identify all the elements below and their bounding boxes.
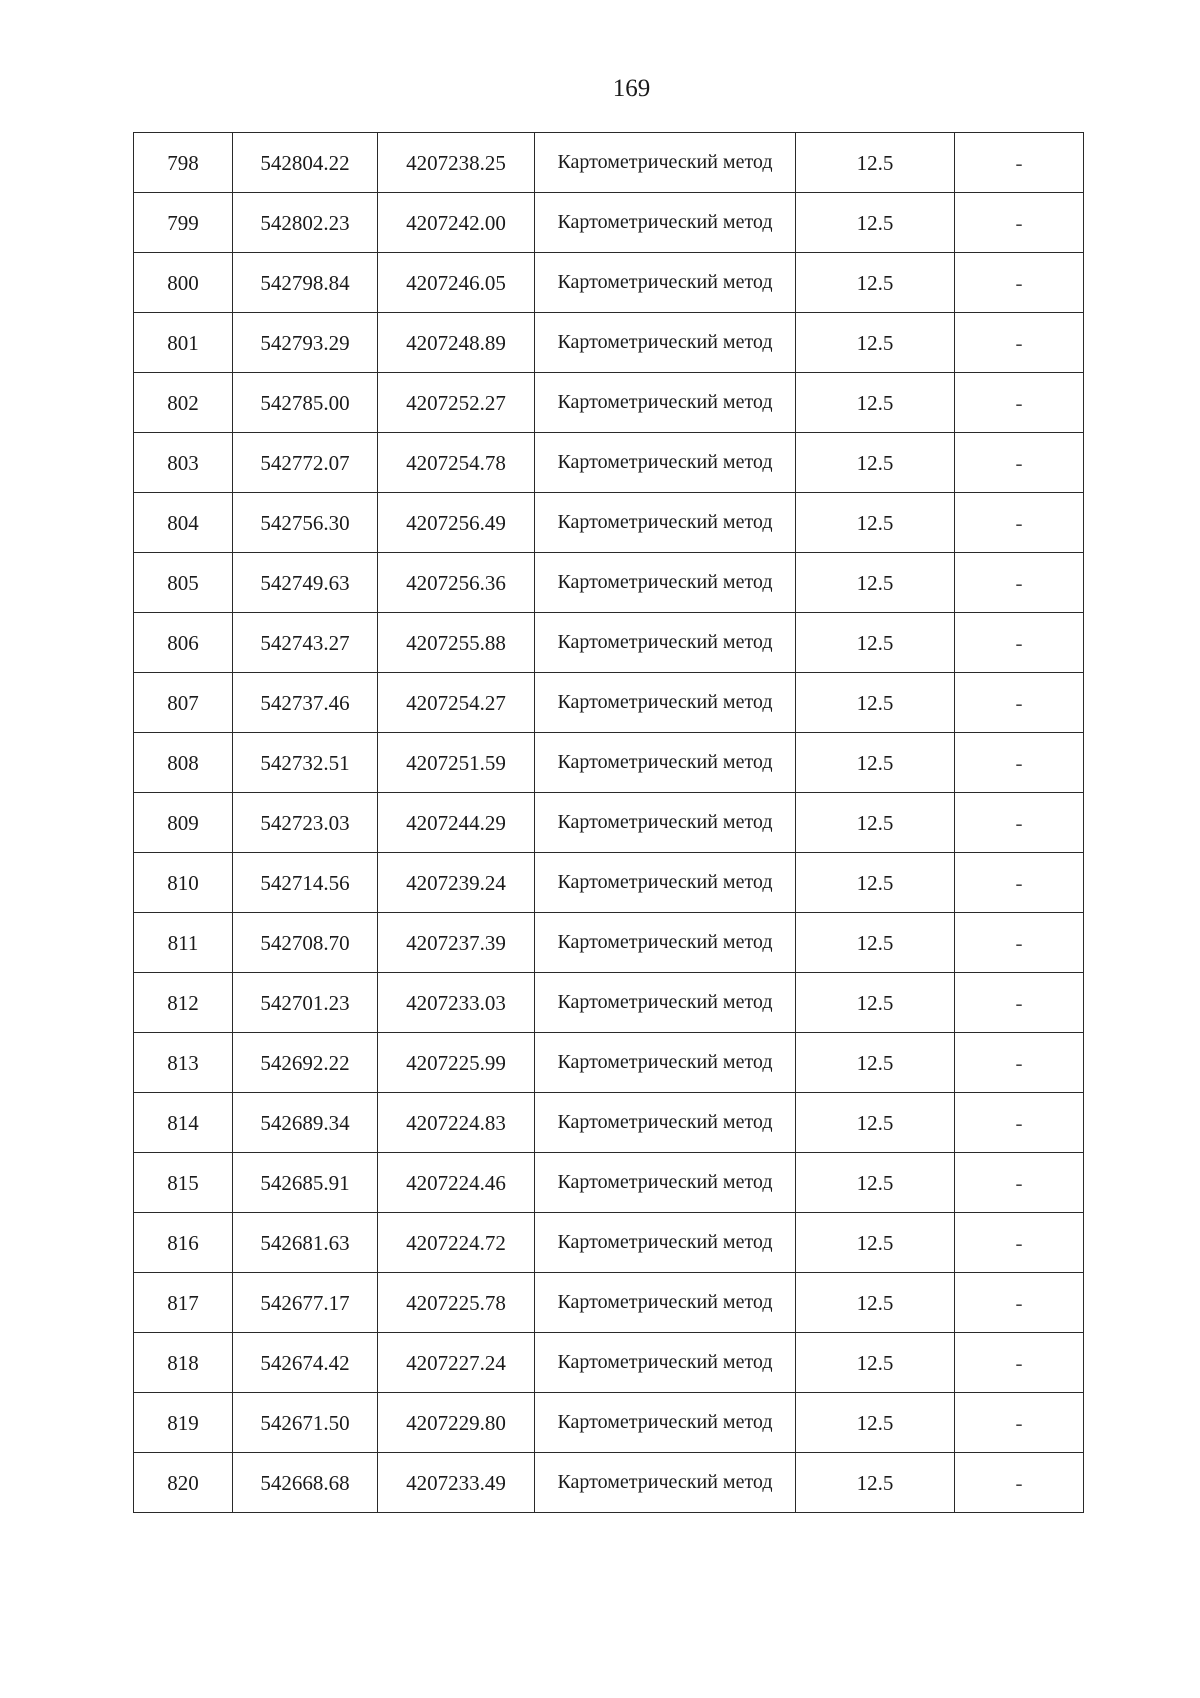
point-number-cell: 804 xyxy=(134,493,233,553)
point-number-cell: 805 xyxy=(134,553,233,613)
note-cell: - xyxy=(955,313,1084,373)
x-coordinate-cell: 542668.68 xyxy=(233,1453,378,1513)
note-cell: - xyxy=(955,733,1084,793)
method-cell: Картометрический метод xyxy=(535,793,796,853)
coordinates-table xyxy=(133,132,1084,1513)
y-coordinate-cell: 4207239.24 xyxy=(378,853,535,913)
x-coordinate-cell: 542689.34 xyxy=(233,1093,378,1153)
x-coordinate-cell: 542708.70 xyxy=(233,913,378,973)
y-coordinate-cell: 4207254.78 xyxy=(378,433,535,493)
y-coordinate-cell: 4207252.27 xyxy=(378,373,535,433)
accuracy-cell: 12.5 xyxy=(796,553,955,613)
point-number-cell: 818 xyxy=(134,1333,233,1393)
x-coordinate-cell: 542677.17 xyxy=(233,1273,378,1333)
note-cell: - xyxy=(955,1153,1084,1213)
method-cell: Картометрический метод xyxy=(535,553,796,613)
point-number-cell: 801 xyxy=(134,313,233,373)
coordinates-table-body xyxy=(134,133,1084,1513)
y-coordinate-cell: 4207224.72 xyxy=(378,1213,535,1273)
point-number-cell: 815 xyxy=(134,1153,233,1213)
table-row xyxy=(134,553,1084,613)
method-cell: Картометрический метод xyxy=(535,373,796,433)
method-cell: Картометрический метод xyxy=(535,253,796,313)
method-cell: Картометрический метод xyxy=(535,733,796,793)
table-row xyxy=(134,1033,1084,1093)
accuracy-cell: 12.5 xyxy=(796,1033,955,1093)
accuracy-cell: 12.5 xyxy=(796,433,955,493)
table-row xyxy=(134,313,1084,373)
point-number-cell: 816 xyxy=(134,1213,233,1273)
y-coordinate-cell: 4207254.27 xyxy=(378,673,535,733)
y-coordinate-cell: 4207229.80 xyxy=(378,1393,535,1453)
x-coordinate-cell: 542793.29 xyxy=(233,313,378,373)
x-coordinate-cell: 542756.30 xyxy=(233,493,378,553)
y-coordinate-cell: 4207256.49 xyxy=(378,493,535,553)
y-coordinate-cell: 4207233.03 xyxy=(378,973,535,1033)
method-cell: Картометрический метод xyxy=(535,1153,796,1213)
method-cell: Картометрический метод xyxy=(535,1273,796,1333)
accuracy-cell: 12.5 xyxy=(796,973,955,1033)
note-cell: - xyxy=(955,1393,1084,1453)
note-cell: - xyxy=(955,913,1084,973)
method-cell: Картометрический метод xyxy=(535,673,796,733)
x-coordinate-cell: 542723.03 xyxy=(233,793,378,853)
table-row xyxy=(134,793,1084,853)
point-number-cell: 806 xyxy=(134,613,233,673)
y-coordinate-cell: 4207248.89 xyxy=(378,313,535,373)
table-row xyxy=(134,1333,1084,1393)
y-coordinate-cell: 4207246.05 xyxy=(378,253,535,313)
method-cell: Картометрический метод xyxy=(535,973,796,1033)
accuracy-cell: 12.5 xyxy=(796,1213,955,1273)
table-row xyxy=(134,1393,1084,1453)
x-coordinate-cell: 542692.22 xyxy=(233,1033,378,1093)
table-row xyxy=(134,493,1084,553)
note-cell: - xyxy=(955,373,1084,433)
y-coordinate-cell: 4207224.83 xyxy=(378,1093,535,1153)
point-number-cell: 800 xyxy=(134,253,233,313)
x-coordinate-cell: 542798.84 xyxy=(233,253,378,313)
accuracy-cell: 12.5 xyxy=(796,1153,955,1213)
x-coordinate-cell: 542671.50 xyxy=(233,1393,378,1453)
point-number-cell: 802 xyxy=(134,373,233,433)
method-cell: Картометрический метод xyxy=(535,1213,796,1273)
table-row xyxy=(134,973,1084,1033)
accuracy-cell: 12.5 xyxy=(796,253,955,313)
accuracy-cell: 12.5 xyxy=(796,133,955,193)
point-number-cell: 808 xyxy=(134,733,233,793)
table-row xyxy=(134,1453,1084,1513)
method-cell: Картометрический метод xyxy=(535,1333,796,1393)
table-row xyxy=(134,1273,1084,1333)
accuracy-cell: 12.5 xyxy=(796,1333,955,1393)
point-number-cell: 813 xyxy=(134,1033,233,1093)
point-number-cell: 807 xyxy=(134,673,233,733)
point-number-cell: 803 xyxy=(134,433,233,493)
y-coordinate-cell: 4207237.39 xyxy=(378,913,535,973)
accuracy-cell: 12.5 xyxy=(796,193,955,253)
table-row xyxy=(134,373,1084,433)
table-row xyxy=(134,913,1084,973)
table-row xyxy=(134,613,1084,673)
point-number-cell: 810 xyxy=(134,853,233,913)
x-coordinate-cell: 542749.63 xyxy=(233,553,378,613)
note-cell: - xyxy=(955,853,1084,913)
page-number: 169 xyxy=(612,75,651,102)
y-coordinate-cell: 4207255.88 xyxy=(378,613,535,673)
table-row xyxy=(134,1213,1084,1273)
x-coordinate-cell: 542804.22 xyxy=(233,133,378,193)
table-row xyxy=(134,733,1084,793)
x-coordinate-cell: 542685.91 xyxy=(233,1153,378,1213)
method-cell: Картометрический метод xyxy=(535,493,796,553)
table-row xyxy=(134,1093,1084,1153)
table-row xyxy=(134,853,1084,913)
note-cell: - xyxy=(955,673,1084,733)
y-coordinate-cell: 4207238.25 xyxy=(378,133,535,193)
y-coordinate-cell: 4207227.24 xyxy=(378,1333,535,1393)
accuracy-cell: 12.5 xyxy=(796,1393,955,1453)
accuracy-cell: 12.5 xyxy=(796,853,955,913)
point-number-cell: 812 xyxy=(134,973,233,1033)
accuracy-cell: 12.5 xyxy=(796,613,955,673)
x-coordinate-cell: 542785.00 xyxy=(233,373,378,433)
method-cell: Картометрический метод xyxy=(535,133,796,193)
y-coordinate-cell: 4207242.00 xyxy=(378,193,535,253)
accuracy-cell: 12.5 xyxy=(796,793,955,853)
y-coordinate-cell: 4207224.46 xyxy=(378,1153,535,1213)
note-cell: - xyxy=(955,1093,1084,1153)
accuracy-cell: 12.5 xyxy=(796,493,955,553)
method-cell: Картометрический метод xyxy=(535,1093,796,1153)
x-coordinate-cell: 542802.23 xyxy=(233,193,378,253)
point-number-cell: 819 xyxy=(134,1393,233,1453)
table-row xyxy=(134,253,1084,313)
accuracy-cell: 12.5 xyxy=(796,373,955,433)
point-number-cell: 817 xyxy=(134,1273,233,1333)
x-coordinate-cell: 542772.07 xyxy=(233,433,378,493)
y-coordinate-cell: 4207256.36 xyxy=(378,553,535,613)
method-cell: Картометрический метод xyxy=(535,313,796,373)
note-cell: - xyxy=(955,553,1084,613)
accuracy-cell: 12.5 xyxy=(796,733,955,793)
accuracy-cell: 12.5 xyxy=(796,673,955,733)
x-coordinate-cell: 542714.56 xyxy=(233,853,378,913)
x-coordinate-cell: 542701.23 xyxy=(233,973,378,1033)
method-cell: Картометрический метод xyxy=(535,1453,796,1513)
note-cell: - xyxy=(955,193,1084,253)
y-coordinate-cell: 4207233.49 xyxy=(378,1453,535,1513)
method-cell: Картометрический метод xyxy=(535,913,796,973)
x-coordinate-cell: 542674.42 xyxy=(233,1333,378,1393)
point-number-cell: 820 xyxy=(134,1453,233,1513)
point-number-cell: 798 xyxy=(134,133,233,193)
table-row xyxy=(134,1153,1084,1213)
note-cell: - xyxy=(955,793,1084,853)
method-cell: Картометрический метод xyxy=(535,1393,796,1453)
note-cell: - xyxy=(955,1333,1084,1393)
point-number-cell: 799 xyxy=(134,193,233,253)
accuracy-cell: 12.5 xyxy=(796,1273,955,1333)
accuracy-cell: 12.5 xyxy=(796,1093,955,1153)
note-cell: - xyxy=(955,1453,1084,1513)
accuracy-cell: 12.5 xyxy=(796,1453,955,1513)
method-cell: Картометрический метод xyxy=(535,1033,796,1093)
method-cell: Картометрический метод xyxy=(535,613,796,673)
table-row xyxy=(134,433,1084,493)
y-coordinate-cell: 4207244.29 xyxy=(378,793,535,853)
note-cell: - xyxy=(955,973,1084,1033)
table-row xyxy=(134,673,1084,733)
note-cell: - xyxy=(955,253,1084,313)
method-cell: Картометрический метод xyxy=(535,193,796,253)
table-row xyxy=(134,133,1084,193)
method-cell: Картометрический метод xyxy=(535,853,796,913)
x-coordinate-cell: 542737.46 xyxy=(233,673,378,733)
x-coordinate-cell: 542732.51 xyxy=(233,733,378,793)
note-cell: - xyxy=(955,493,1084,553)
method-cell: Картометрический метод xyxy=(535,433,796,493)
note-cell: - xyxy=(955,133,1084,193)
note-cell: - xyxy=(955,1033,1084,1093)
accuracy-cell: 12.5 xyxy=(796,313,955,373)
y-coordinate-cell: 4207225.78 xyxy=(378,1273,535,1333)
note-cell: - xyxy=(955,1273,1084,1333)
table-row xyxy=(134,193,1084,253)
note-cell: - xyxy=(955,1213,1084,1273)
x-coordinate-cell: 542743.27 xyxy=(233,613,378,673)
point-number-cell: 814 xyxy=(134,1093,233,1153)
x-coordinate-cell: 542681.63 xyxy=(233,1213,378,1273)
y-coordinate-cell: 4207251.59 xyxy=(378,733,535,793)
point-number-cell: 811 xyxy=(134,913,233,973)
note-cell: - xyxy=(955,613,1084,673)
y-coordinate-cell: 4207225.99 xyxy=(378,1033,535,1093)
accuracy-cell: 12.5 xyxy=(796,913,955,973)
point-number-cell: 809 xyxy=(134,793,233,853)
note-cell: - xyxy=(955,433,1084,493)
